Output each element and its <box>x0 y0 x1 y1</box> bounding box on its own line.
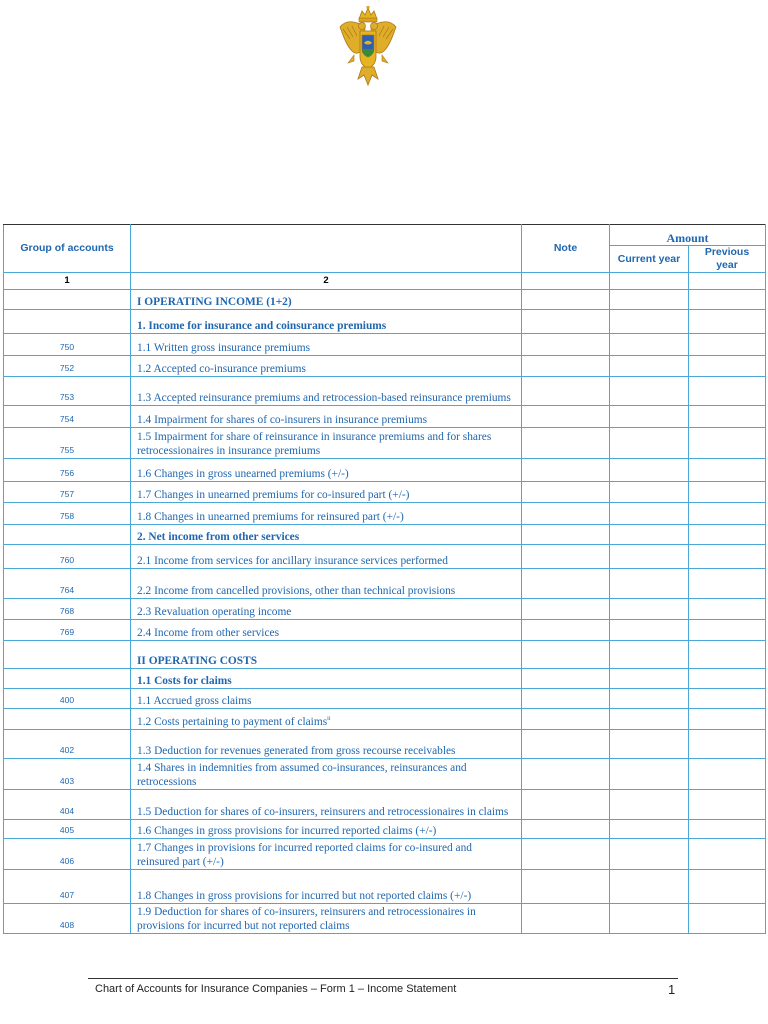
table-row <box>4 839 766 870</box>
note-cell <box>522 620 610 641</box>
table-row <box>4 525 766 545</box>
previous-year-cell <box>689 620 766 641</box>
account-description-text: 2.4 Income from other services <box>137 627 280 639</box>
account-code <box>4 310 131 334</box>
account-description-text: 1.2 Costs pertaining to payment of claims <box>137 716 328 728</box>
previous-year-cell <box>689 503 766 525</box>
table-row <box>4 482 766 503</box>
account-description-text: 1.1 Accrued gross claims <box>137 695 252 707</box>
table-row <box>4 310 766 334</box>
note-cell <box>522 870 610 904</box>
account-description <box>131 709 522 730</box>
previous-year-cell <box>689 334 766 356</box>
account-code: 756 <box>4 459 131 482</box>
note-cell <box>522 503 610 525</box>
account-code: 405 <box>4 820 131 839</box>
note-cell <box>522 839 610 870</box>
account-code <box>4 641 131 669</box>
table-row <box>4 689 766 709</box>
table-row <box>4 730 766 759</box>
income-statement-table <box>3 224 766 934</box>
current-year-cell <box>610 599 689 620</box>
previous-year-cell <box>689 820 766 839</box>
account-code: 402 <box>4 730 131 759</box>
table-row <box>4 870 766 904</box>
previous-year-cell <box>689 482 766 503</box>
previous-year-cell <box>689 709 766 730</box>
previous-year-cell <box>689 545 766 569</box>
account-code: 403 <box>4 759 131 790</box>
account-description <box>131 599 522 620</box>
account-description-text: 1. Income for insurance and coinsurance premiums <box>137 320 387 332</box>
account-code: 752 <box>4 356 131 377</box>
previous-year-cell <box>689 569 766 599</box>
previous-year-cell <box>689 599 766 620</box>
table-row <box>4 377 766 406</box>
account-description <box>131 290 522 310</box>
account-code <box>4 290 131 310</box>
account-description <box>131 641 522 669</box>
note-cell <box>522 406 610 428</box>
account-description-text: 1.8 Changes in gross provisions for incurred but not reported claims (+/-) <box>137 890 472 902</box>
previous-year-cell <box>689 356 766 377</box>
column-number-2: 2 <box>131 273 522 290</box>
account-description-text: 1.3 Accepted reinsurance premiums and retrocession-based reinsurance premiums <box>137 392 511 404</box>
current-year-cell <box>610 759 689 790</box>
account-description <box>131 482 522 503</box>
current-year-cell <box>610 310 689 334</box>
table-row <box>4 459 766 482</box>
account-code: 760 <box>4 545 131 569</box>
note-cell <box>522 790 610 820</box>
table-row <box>4 790 766 820</box>
current-year-cell <box>610 377 689 406</box>
table-row <box>4 641 766 669</box>
account-description <box>131 406 522 428</box>
table-row <box>4 599 766 620</box>
account-description <box>131 356 522 377</box>
note-cell <box>522 334 610 356</box>
account-code: 758 <box>4 503 131 525</box>
note-cell <box>522 669 610 689</box>
note-cell <box>522 709 610 730</box>
account-code: 754 <box>4 406 131 428</box>
description-header <box>131 225 522 273</box>
account-description <box>131 545 522 569</box>
note-cell <box>522 599 610 620</box>
table-row <box>4 709 766 730</box>
note-cell <box>522 759 610 790</box>
previous-year-cell <box>689 290 766 310</box>
table-row <box>4 820 766 839</box>
account-code: 757 <box>4 482 131 503</box>
page-number: 1 <box>668 982 676 997</box>
current-year-cell <box>610 904 689 934</box>
account-description-text: 1.4 Impairment for shares of co-insurers in insurance premiums <box>137 414 428 426</box>
account-description-text: 2.1 Income from services for ancillary insurance services performed <box>137 555 448 567</box>
table-row <box>4 545 766 569</box>
previous-year-cell <box>689 904 766 934</box>
current-year-cell <box>610 669 689 689</box>
previous-year-cell <box>689 406 766 428</box>
note-cell <box>522 482 610 503</box>
account-code: 404 <box>4 790 131 820</box>
account-description-text: II OPERATING COSTS <box>137 655 258 667</box>
account-description-text: 1.3 Deduction for revenues generated from gross recourse receivables <box>137 745 456 757</box>
account-code: 764 <box>4 569 131 599</box>
current-year-cell <box>610 620 689 641</box>
note-cell <box>522 730 610 759</box>
account-description <box>131 730 522 759</box>
current-year-cell <box>610 356 689 377</box>
account-description-text: 2. Net income from other services <box>137 531 300 543</box>
account-description <box>131 839 522 870</box>
account-code: 407 <box>4 870 131 904</box>
current-year-cell <box>610 569 689 599</box>
current-year-cell <box>610 709 689 730</box>
account-code: 755 <box>4 428 131 459</box>
account-code: 400 <box>4 689 131 709</box>
account-description-text: I OPERATING INCOME (1+2) <box>137 296 292 308</box>
account-code: 408 <box>4 904 131 934</box>
account-description-text: 1.7 Changes in unearned premiums for co-insured part (+/-) <box>137 489 410 501</box>
account-code <box>4 669 131 689</box>
current-year-cell <box>610 482 689 503</box>
footer-divider <box>88 978 678 979</box>
previous-year-cell <box>689 641 766 669</box>
account-description-text: 1.1 Written gross insurance premiums <box>137 342 311 354</box>
note-cell <box>522 310 610 334</box>
amount-header: Amount <box>610 225 766 246</box>
account-description-text: 1.8 Changes in unearned premiums for reinsured part (+/-) <box>137 511 404 523</box>
note-cell <box>522 290 610 310</box>
account-description <box>131 689 522 709</box>
note-cell <box>522 525 610 545</box>
account-description-text: 1.6 Changes in gross provisions for incurred reported claims (+/-) <box>137 825 437 837</box>
account-description-text: 2.3 Revaluation operating income <box>137 606 292 618</box>
account-description <box>131 525 522 545</box>
previous-year-cell <box>689 839 766 870</box>
table-row <box>4 759 766 790</box>
current-year-cell <box>610 870 689 904</box>
account-code: 406 <box>4 839 131 870</box>
current-year-cell <box>610 503 689 525</box>
table-row <box>4 334 766 356</box>
previous-year-cell <box>689 310 766 334</box>
account-description-text: 1.2 Accepted co-insurance premiums <box>137 363 306 375</box>
note-cell <box>522 459 610 482</box>
table-row <box>4 428 766 459</box>
current-year-cell <box>610 820 689 839</box>
account-description <box>131 503 522 525</box>
column-number-previous <box>689 273 766 290</box>
table-row <box>4 569 766 599</box>
previous-year-cell <box>689 870 766 904</box>
previous-year-cell <box>689 525 766 545</box>
account-description <box>131 790 522 820</box>
table-row <box>4 290 766 310</box>
account-description-text: 1.5 Impairment for share of reinsurance in insurance premiums and for shares retrocessionaires in insurance premiums <box>137 431 492 457</box>
current-year-cell <box>610 839 689 870</box>
previous-year-cell <box>689 759 766 790</box>
column-number-note <box>522 273 610 290</box>
column-number-current <box>610 273 689 290</box>
account-description <box>131 620 522 641</box>
previous-year-cell <box>689 689 766 709</box>
table-row <box>4 904 766 934</box>
note-cell <box>522 569 610 599</box>
note-cell <box>522 356 610 377</box>
current-year-cell <box>610 641 689 669</box>
current-year-cell <box>610 525 689 545</box>
previous-year-cell <box>689 428 766 459</box>
account-description <box>131 904 522 934</box>
previous-year-cell <box>689 730 766 759</box>
current-year-cell <box>610 790 689 820</box>
account-description <box>131 759 522 790</box>
account-description-text: 1.5 Deduction for shares of co-insurers, reinsurers and retrocessionaires in claims <box>137 806 509 818</box>
coat-of-arms-emblem <box>338 5 398 89</box>
previous-year-cell <box>689 459 766 482</box>
current-year-cell <box>610 459 689 482</box>
previous-year-cell <box>689 669 766 689</box>
account-code: 769 <box>4 620 131 641</box>
table-row <box>4 503 766 525</box>
current-year-cell <box>610 689 689 709</box>
current-year-cell <box>610 545 689 569</box>
table-row <box>4 356 766 377</box>
account-description-text: 1.1 Costs for claims <box>137 675 232 687</box>
account-description-text: 1.9 Deduction for shares of co-insurers, reinsurers and retrocessionaires in provisions for incurred but not reported claims <box>137 906 476 932</box>
note-cell <box>522 428 610 459</box>
note-cell <box>522 641 610 669</box>
account-description-text: 1.4 Shares in indemnities from assumed co-insurances, reinsurances and retrocessions <box>137 762 467 788</box>
account-description <box>131 459 522 482</box>
account-description <box>131 870 522 904</box>
group-of-accounts-header: Group of accounts <box>4 225 131 273</box>
table-row <box>4 620 766 641</box>
note-cell <box>522 377 610 406</box>
current-year-cell <box>610 334 689 356</box>
column-number-1: 1 <box>4 273 131 290</box>
account-description <box>131 820 522 839</box>
account-description <box>131 377 522 406</box>
current-year-cell <box>610 730 689 759</box>
account-description-text: 1.6 Changes in gross unearned premiums (+/-) <box>137 468 349 480</box>
footer-title: Chart of Accounts for Insurance Companies – Form 1 – Income Statement <box>95 983 457 995</box>
note-cell <box>522 689 610 709</box>
note-cell <box>522 820 610 839</box>
current-year-cell <box>610 290 689 310</box>
account-description <box>131 334 522 356</box>
current-year-header: Current year <box>610 246 689 273</box>
crown-icon <box>359 6 377 22</box>
previous-year-cell <box>689 377 766 406</box>
account-code <box>4 709 131 730</box>
current-year-cell <box>610 406 689 428</box>
account-description-text: 1.7 Changes in provisions for incurred reported claims for co-insured and reinsured part (+/-) <box>137 842 472 868</box>
note-header: Note <box>522 225 610 273</box>
footnote-marker: ii <box>327 716 331 723</box>
account-description <box>131 310 522 334</box>
account-description <box>131 428 522 459</box>
note-cell <box>522 904 610 934</box>
previous-year-cell <box>689 790 766 820</box>
note-cell <box>522 545 610 569</box>
account-code: 768 <box>4 599 131 620</box>
account-code: 750 <box>4 334 131 356</box>
account-description-text: 2.2 Income from cancelled provisions, other than technical provisions <box>137 585 456 597</box>
table-row <box>4 669 766 689</box>
previous-year-header: Previous year <box>689 246 766 273</box>
account-description <box>131 569 522 599</box>
current-year-cell <box>610 428 689 459</box>
account-code <box>4 525 131 545</box>
account-code: 753 <box>4 377 131 406</box>
table-row <box>4 406 766 428</box>
account-description <box>131 669 522 689</box>
